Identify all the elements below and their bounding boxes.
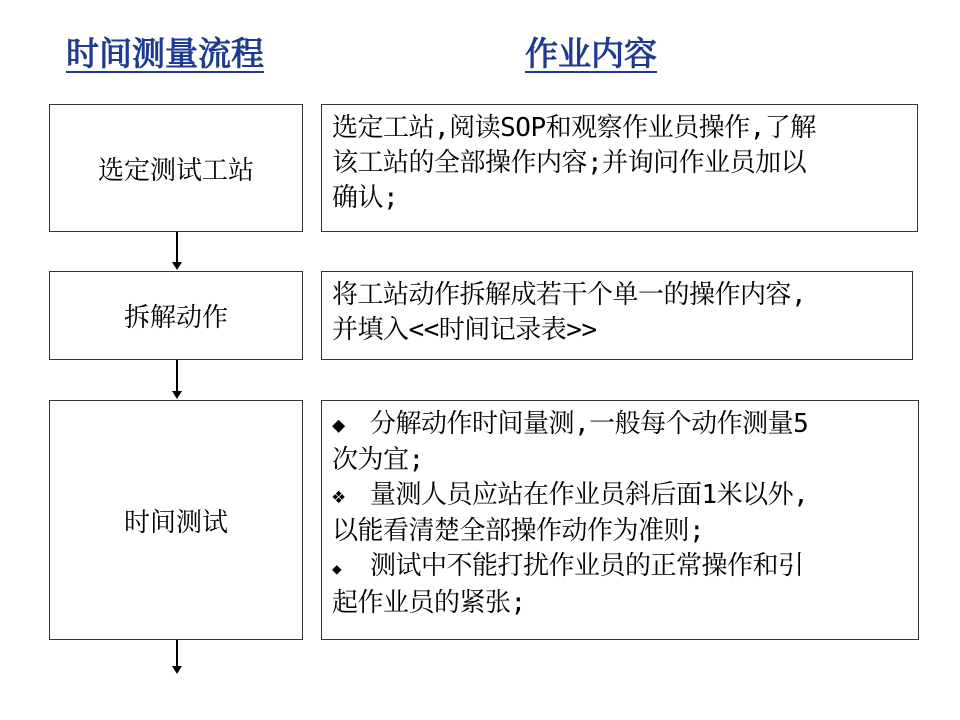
content-box-select-station <box>321 104 918 232</box>
bullet-item: ◆ 分解动作时间量测,一般每个动作测量5 <box>332 407 908 443</box>
content-line: 并填入<<时间记录表>> <box>332 315 597 345</box>
content-line: 以能看清楚全部操作动作为准则; <box>332 516 705 546</box>
content-header: 作业内容 <box>525 34 657 73</box>
diamond-bullet-icon: ◆ <box>332 413 345 438</box>
content-box-split-actions <box>321 271 913 360</box>
content-line: 选定工站,阅读SOP和观察作业员操作,了解 <box>332 113 816 143</box>
content-line: 次为宜; <box>332 445 424 475</box>
flow-header: 时间测量流程 <box>66 34 264 73</box>
bullet-item: ◆ 测试中不能打扰作业员的正常操作和引 <box>332 549 908 586</box>
step-label: 拆解动作 <box>123 303 228 333</box>
step-label: 选定测试工站 <box>97 155 254 186</box>
step-label: 时间测试 <box>123 507 228 538</box>
bullet-item: ❖ 量测人员应站在作业员斜后面1米以外, <box>332 478 908 514</box>
content-line: 起作业员的紧张; <box>332 588 526 618</box>
step-box-split-actions <box>49 271 303 360</box>
content-line: 该工站的全部操作内容;并询问作业员加以 <box>332 148 807 178</box>
four-diamond-bullet-icon: ❖ <box>332 484 345 509</box>
content-line: 将工站动作拆解成若干个单一的操作内容, <box>332 280 807 310</box>
step-box-select-station <box>49 104 303 232</box>
content-box-time-test <box>321 400 919 640</box>
diamond-bullet-icon: ◆ <box>332 559 342 578</box>
step-box-time-test <box>49 400 303 640</box>
content-line: 确认; <box>332 183 399 213</box>
